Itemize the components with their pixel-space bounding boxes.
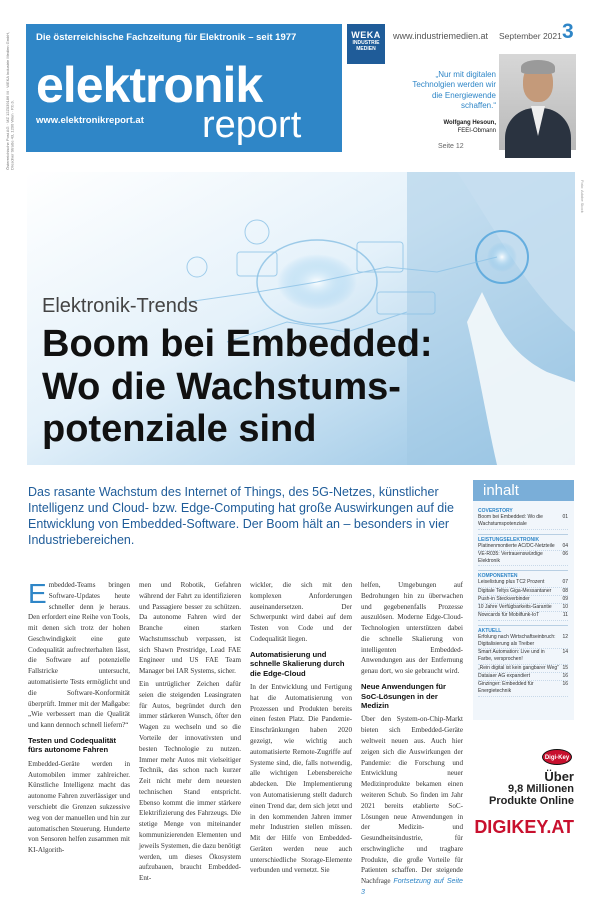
paragraph: men und Robotik, Gefahren während der Fahrt zu identifizieren und Passagiere besser zu schützen. Da autonome Fahren wird der Branche einen starken Wachstumsschub verpassen, ist sich Shawn Prestridge, Lead FAE Engineer und US FAE Team Manager bei IAR Systems, sicher. [139, 581, 241, 676]
toc-item[interactable] [478, 665, 568, 673]
portrait-photo [499, 54, 576, 150]
issue-number: 3 [562, 20, 574, 43]
paragraph: mbedded-Teams bringen Software-Updates heute schneller denn je heraus. Den erfordert eine Reihe von Tools, mit denen sich trotz der hohen Geschwindigkeit eine gute Codequalität aufrechterhalten lässt, die Software auf potenzielle Fallstricke untersucht, automatisierte Tests ermöglicht und die Software-Konformität überprüft. Immer mit der Maßgabe: „Wie verbessert man die Qualität und kann dennoch schnell liefern?“ [28, 581, 130, 730]
article-kicker: Elektronik-Trends [42, 295, 198, 317]
toc-section-title: AKTUELL [478, 625, 568, 634]
photo-credit: Foto: Adobe Stock [580, 180, 585, 213]
paragraph: wickler, die sich mit den komplexen Anforderungen auseinandersetzen. Der Schwerpunkt wird dabei auf dem Testen von Code und der Codequalität liegen. [250, 581, 352, 643]
toc-section-title: COVERSTORY [478, 508, 513, 514]
toc-item-label: „Rein digital ist kein gangbarer Weg“ [478, 664, 559, 671]
headline-line: Wo die Wachstums- [42, 365, 401, 408]
toc-item-page: 08 [562, 587, 568, 594]
toc-item[interactable] [478, 649, 568, 665]
toc-item[interactable] [478, 551, 568, 567]
toc-item-page: 15 [562, 664, 568, 671]
continued-link[interactable]: Fortsetzung auf Seite 3 [361, 877, 463, 896]
quote-role: FEEI-Obmann [457, 127, 496, 134]
toc-item-label: VE-R035: Vertrauenswürdige Elektronik [478, 550, 543, 564]
quote-attribution [404, 120, 496, 136]
article-column-4 [361, 580, 463, 900]
toc-item-label: 10 Jahre Verfügbarkeits-Garantie [478, 604, 552, 610]
toc-item-page: 16 [562, 672, 568, 679]
subheading: Automatisierung und schnelle Skalierung durch die Edge-Cloud [250, 649, 345, 678]
quote-page-ref: Seite 12 [438, 143, 464, 150]
publisher-url[interactable]: www.industriemedien.at [393, 31, 489, 41]
toc-section-title: LEISTUNGSELEKTRONIK [478, 534, 568, 543]
toc-item-page: 16 [562, 681, 568, 687]
toc-item-label: Dataiaer AG expandiert [478, 672, 530, 679]
toc-item-label: Nowcards für Mobilfunk-IoT [478, 612, 540, 619]
logo-elektronik: elektronik [36, 57, 263, 113]
toc-item[interactable] [478, 514, 568, 530]
toc-item-label: Platinenmontierte AC/DC-Netzteile [478, 542, 555, 549]
toc-item-page: 04 [562, 542, 568, 549]
toc-item[interactable] [478, 634, 568, 650]
subheading: Testen und Codequalität fürs autonome Fahren [28, 735, 117, 755]
article-headline [42, 323, 502, 451]
toc-item-label: Leiselistung plus TC2 Prozent [478, 579, 545, 586]
paragraph: Über den System-on-Chip-Markt bieten sich Embedded-Geräte weltweit neuen aus. Auch hier zeigen sich die Auswirkungen der Pandemie: die Forschung und Entwicklung neuer Medizinprodukte bekamen einen weiteren Schub. So finden im Jahr 2021 bereits etablierte SoC-Lösungen neue Anwendungen in der Medizin- und Gesundheitsindustrie, für erschwingliche und tragbare Produkte, die große Vorteile für Patienten schaffen. Der steigende Nachfrage [361, 715, 463, 886]
weka-logo-bottom: INDUSTRIE MEDIEN [352, 40, 380, 52]
dropcap: E [28, 578, 47, 609]
paragraph: Ein untrüglicher Zeichen dafür seien die steigenden Leasingraten für Autos, begründet durch den immer stärkeren Wunsch, öfter den Wagen zu wechseln und so die Vorteile der innovativsten und besten Technologie zu nutzen. Immer mehr Autos mit vielseitiger Technik, das schon nach kurzer Zeit nicht mehr dem neuesten technischen Stand entspricht. Ebenso kommt die immer stärkere Elektrifizierung des Fahrzeugs. Die stetige Menge von miteinander kommunizierenden Elementen und jeweils Systemen, die dazu benötigt werden, um dieses Ökosystem aufzubauen, braucht Embedded-Ent- [139, 680, 241, 883]
ad-url[interactable]: DIGIKEY.AT [474, 817, 574, 837]
logo-report: report [202, 104, 302, 146]
toc-item-page: 12 [562, 633, 568, 640]
weka-logo-top: WEKA [351, 30, 381, 40]
article-column-3 [250, 580, 352, 878]
paragraph: helfen, Umgebungen auf Bedrohungen hin zu überwachen und gegebenenfalls Prozesse auszulösen. Moderne Edge-Cloud-Technologien unterstützen dabei die schnelle Skalierung von intelligenten Embedded-Anwendungen aus der Entfernung genau dort, wo sie gebraucht wird. [361, 581, 463, 676]
paragraph: In der Entwicklung und Fertigung hat die Automatisierung von Prozessen und Produkten bereits einen festen Platz. Die Pandemie-Einschränkungen haben 2020 gezeigt, wie wichtig auch automatisierte Remote-Zugriffe auf Systeme sind, die, falls notwendig, alle wichtigen Lebensbereiche abdecken. Die Implementierung von Automatisierung stellt dadurch einen Trend dar, dem sich jetzt und in den kommenden Jahren immer mehr Industrien stellen müssen. Mit der Hilfe von Embedded-Geräten werden neue auch unterschiedliche Storage-Elemente verbunden und vernetzt. Sie [250, 683, 352, 875]
toc-item-label: Boom bei Embedded: Wo die Wachstumspotenziale [478, 514, 543, 528]
toc-item-page: 06 [562, 550, 568, 557]
article-lead: Das rasante Wachstum des Internet of Things, des 5G-Netzes, künstlicher Intelligenz und Cloud- bzw. Edge-Computing hat große Auswirkungen auf die Entwicklung von Embedded-Software. Der Boom hält an – besonders in vier Industriebereichen. [28, 485, 454, 547]
pull-quote: „Nur mit digitalen Technolgien werden wir die Energiewende schaffen.“ [412, 70, 496, 111]
toc-item[interactable] [478, 588, 568, 596]
ad-line-2 [472, 784, 574, 808]
side-imprint: Österreichische Post AG · MZ 12Z039186 M · WEKA Industrie Medien GmbH, Dresdner Straße 43, 1200 Wien · P.b.b. [5, 31, 15, 170]
headline-line: Boom bei Embedded: [42, 323, 433, 365]
toc-item-page: 10 [562, 604, 568, 610]
toc-item-page: 11 [562, 612, 568, 619]
toc-section-title: KOMPONENTEN [478, 570, 568, 579]
toc-item-label: Erfolung nach Wirtschaftseinbruch: Digitalisierung als Treiber [478, 633, 556, 647]
toc-item[interactable] [478, 681, 568, 697]
toc-item[interactable] [478, 596, 568, 604]
toc-item-label: Digitale Teltys Giga-Messantaner [478, 587, 552, 594]
headline-line: potenziale sind [42, 408, 317, 451]
quote-name: Wolfgang Hesoun, [443, 120, 496, 126]
toc-item[interactable] [478, 604, 568, 612]
article-column-1 [28, 580, 130, 858]
toc-item-page: 07 [562, 579, 568, 586]
toc-item[interactable] [478, 579, 568, 587]
weka-logo [347, 24, 385, 64]
toc-heading: inhalt [473, 480, 574, 501]
toc-item[interactable] [478, 673, 568, 681]
toc-item-label: Ginzinger: Embedded für Energietechnik [478, 681, 534, 695]
toc-item[interactable] [478, 612, 568, 620]
article-body [28, 578, 464, 896]
masthead-tagline: Die österreichische Fachzeitung für Elektronik – seit 1977 [36, 32, 297, 43]
article-column-2 [139, 580, 241, 886]
toc-item-label: Smart Automation: Live und in Farbe, versprochen! [478, 649, 545, 663]
ad-line-2a: 9,8 Millionen [507, 783, 574, 795]
toc-item-label: Push-in Steckverbinder [478, 595, 530, 602]
toc-item[interactable] [478, 543, 568, 551]
toc-body [473, 501, 574, 720]
paragraph: Embedded-Geräte werden in Automobilen immer zahlreicher. Künstliche Intelligenz macht das autonome Fahren zuverlässiger und verschiebt die Grenzen sukzessive weg von der manuellen und hin zur automatischen Steuerung. Hunderte von Sensoren helfen zusammen mit KI-Algorith- [28, 759, 130, 855]
digikey-logo: Digi-Key [542, 749, 572, 765]
table-of-contents [473, 480, 574, 720]
ad-line-2b: Produkte Online [489, 794, 574, 807]
masthead [26, 24, 342, 152]
masthead-url[interactable]: www.elektronikreport.at [36, 115, 144, 126]
toc-item-page: 09 [562, 595, 568, 602]
toc-item-page: 01 [562, 514, 568, 520]
issue-date: September 2021 [499, 31, 562, 41]
ad-line-1: Über [544, 769, 574, 784]
subheading: Neue Anwendungen für SoC-Lösungen in der Medizin [361, 682, 446, 710]
toc-item-page: 14 [562, 649, 568, 655]
